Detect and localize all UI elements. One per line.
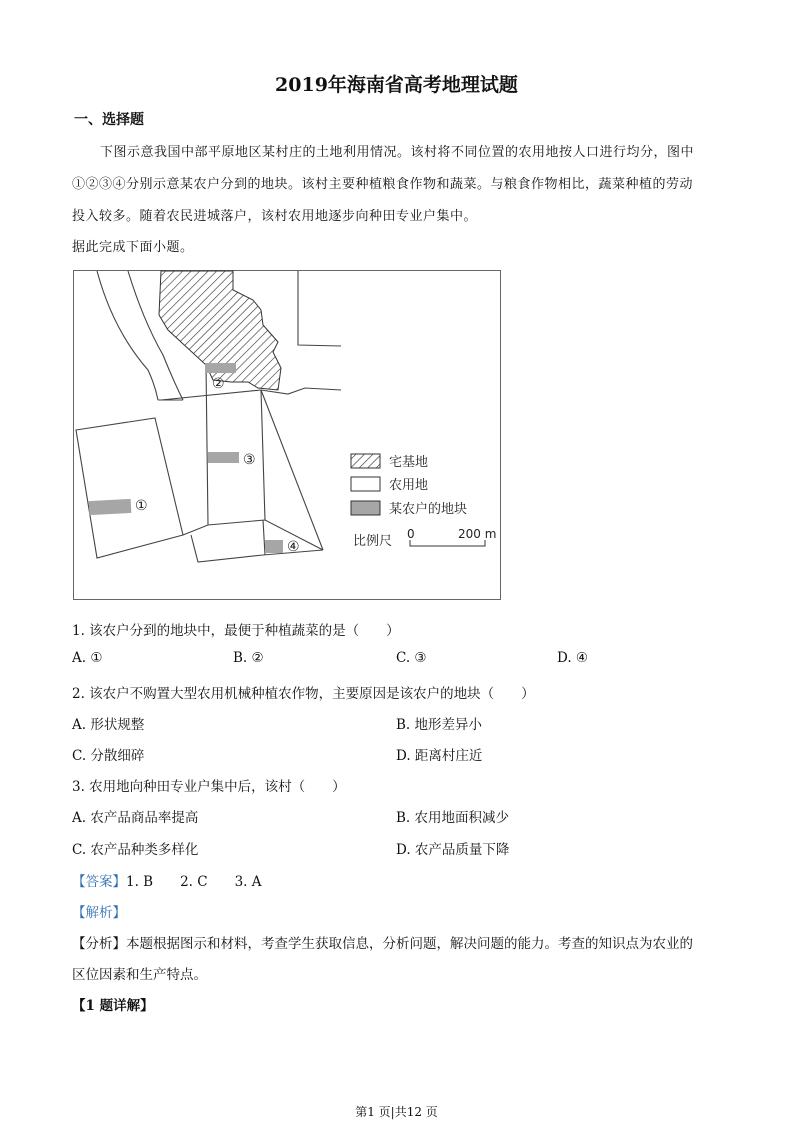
question-3-option-c: C. 农产品种类多样化	[72, 842, 199, 858]
land-use-map	[73, 270, 502, 602]
analysis-label: 【解析】	[72, 905, 126, 921]
marker-1: ①	[135, 498, 148, 514]
marker-4: ④	[287, 539, 300, 555]
marker-2: ②	[212, 376, 225, 392]
section-heading: 一、选择题	[74, 112, 144, 128]
question-2-option-b: B. 地形差异小	[396, 717, 483, 733]
answer-text: 1. B 2. C 3. A	[126, 874, 262, 890]
scale-zero: 0	[407, 527, 415, 541]
plot-3	[208, 452, 239, 463]
page-title: 2019年海南省高考地理试题	[275, 74, 518, 96]
question-1-stem: 1. 该农户分到的地块中，最便于种植蔬菜的是（ ）	[72, 623, 400, 639]
intro-line-4: 据此完成下面小题。	[72, 240, 194, 255]
legend-label-plot: 某农户的地块	[389, 502, 468, 517]
question-3-option-d: D. 农产品质量下降	[396, 842, 510, 858]
intro-line-2: ①②③④分别示意某农户分到的地块。该村主要种植粮食作物和蔬菜。与粮食作物相比，蔬菜种植的劳动	[72, 177, 694, 192]
question-3-option-b: B. 农用地面积减少	[396, 810, 510, 826]
question-2-option-c: C. 分散细碎	[72, 748, 145, 764]
scale-label: 比例尺	[353, 534, 393, 549]
plot-4	[265, 540, 283, 553]
answer-row	[72, 870, 262, 890]
legend-swatch-farmland	[351, 477, 380, 491]
legend-swatch-plot	[351, 501, 380, 515]
fenxi-label: 【分析】	[72, 936, 126, 952]
page-footer: 第1 页|共12 页	[355, 1105, 438, 1119]
plot-2	[205, 363, 236, 373]
question-3-option-a: A. 农产品商品率提高	[72, 810, 199, 826]
question-3-stem: 3. 农用地向种田专业户集中后，该村（ ）	[72, 779, 346, 795]
intro-line-3: 投入较多。随着农民进城落户，该村农用地逐步向种田专业户集中。	[72, 209, 478, 224]
marker-3: ③	[243, 452, 256, 468]
legend-label-homestead: 宅基地	[389, 455, 429, 470]
fenxi-line-1	[72, 932, 693, 952]
legend-label-farmland: 农用地	[389, 478, 429, 493]
question-1-option-a: A. ①	[72, 650, 103, 666]
fenxi-text-1: 本题根据图示和材料，考查学生获取信息，分析问题，解决问题的能力。考查的知识点为农业的	[126, 936, 693, 952]
fenxi-line-2: 区位因素和生产特点。	[72, 967, 207, 983]
question-1-option-c: C. ③	[396, 650, 427, 666]
question-2-option-a: A. 形状规整	[72, 717, 145, 733]
legend-swatch-homestead	[351, 454, 380, 468]
question-2-option-d: D. 距离村庄近	[396, 748, 483, 764]
question-1-option-b: B. ②	[233, 650, 264, 666]
intro-line-1: 下图示意我国中部平原地区某村庄的土地利用情况。该村将不同位置的农用地按人口进行均分，图中	[100, 145, 695, 160]
detail-label: 【1 题详解】	[72, 998, 154, 1014]
question-1-option-d: D. ④	[557, 650, 589, 666]
answer-label: 【答案】	[72, 874, 126, 890]
plot-1	[89, 499, 132, 515]
scale-end: 200 m	[458, 527, 497, 541]
question-2-stem: 2. 该农户不购置大型农用机械种植农作物，主要原因是该农户的地块（ ）	[72, 686, 535, 702]
